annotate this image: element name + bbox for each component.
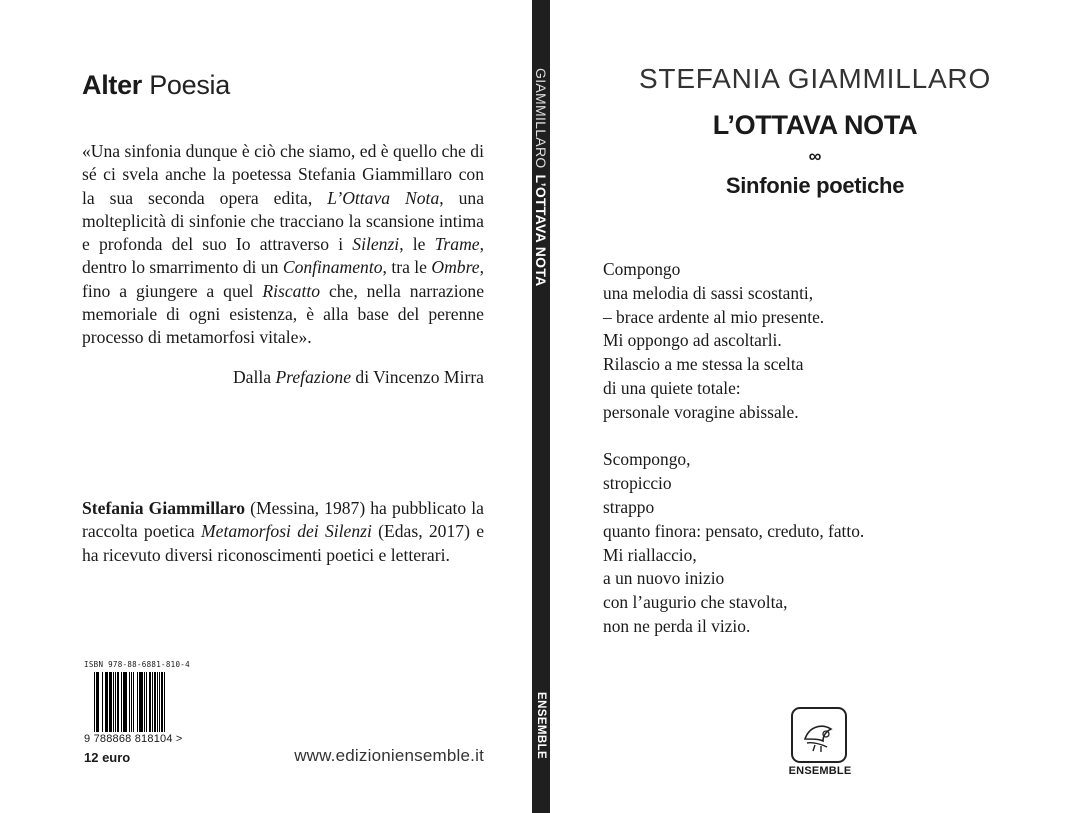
poem-line: Mi riallaccio, [603, 544, 697, 565]
poem-line: una melodia di sassi scostanti, [603, 282, 814, 303]
poem-line: stropiccio [603, 473, 672, 494]
back-cover [0, 0, 532, 813]
blurb-italic-segment: Trame [434, 234, 480, 255]
poem-line: di una quiete totale: [603, 377, 741, 398]
blurb-text-segment: , tra le [382, 257, 432, 278]
cover-author: STEFANIA GIAMMILLARO [638, 63, 992, 94]
barcode-bar [165, 672, 166, 732]
infinity-separator: ∞ [808, 146, 822, 166]
poem-line: quanto finora: pensato, creduto, fatto. [603, 520, 865, 541]
price: 12 euro [84, 750, 131, 765]
bio-author-name: Stefania Giammillaro [82, 498, 246, 518]
poem-line: strappo [603, 496, 655, 517]
poem [603, 258, 864, 663]
poem-line: a un nuovo inizio [603, 568, 725, 589]
ean-digits: 9 788868 818104 > [84, 733, 183, 745]
blurb-text-segment: , le [399, 234, 435, 255]
ensemble-logo-icon [791, 707, 847, 763]
blurb-attribution [233, 367, 484, 388]
barcode [84, 660, 194, 745]
publisher-website: www.edizioniensemble.it [294, 746, 484, 765]
ensemble-logo-graphic [793, 709, 845, 761]
blurb-italic-segment: Ombre [431, 257, 480, 278]
blurb-text-segment: , fino a giungere a quel [82, 257, 485, 301]
author-bio [82, 497, 484, 567]
publisher-logo-label: ENSEMBLE [788, 765, 852, 777]
blurb-italic-segment: Confinamento [282, 257, 383, 278]
poem-line: non ne perda il vizio. [603, 615, 751, 636]
blurb-text-segment: «Una sinfonia dunque è ciò che siamo, ed è quello che di sé ci svela anche la poetessa Stefania Giammillaro con la sua seconda opera edita, [82, 141, 484, 208]
poem-line: Mi oppongo ad ascoltarli. [603, 330, 782, 351]
attribution-italic: Prefazione [275, 367, 352, 387]
poem-line: – brace ardente al mio presente. [603, 306, 825, 327]
poem-line: personale voragine abissale. [603, 401, 799, 422]
blurb-text-segment: che, nella narrazione memoriale di ogni esistenza, è alla base del perenne processo di metamorfosi vitale». [82, 280, 484, 348]
series-name: Alter [82, 70, 143, 100]
blurb-text-segment: , dentro lo smarrimento di un [82, 234, 484, 278]
isbn-label: ISBN 978-88-6881-810-4 [84, 660, 190, 669]
poem-stanza [603, 258, 864, 425]
spine-title-block [533, 68, 549, 287]
cover-subtitle: Sinfonie poetiche [725, 173, 905, 198]
blurb-italic-segment: Silenzi [352, 234, 400, 255]
poem-line: Compongo [603, 259, 681, 279]
poem-stanza [603, 448, 864, 638]
spine-publisher: ENSEMBLE [535, 692, 547, 760]
blurb-quote [82, 140, 484, 350]
bio-text-1: (Messina, 1987) ha pubblicato la raccolta poetica [82, 498, 484, 542]
spine-author: GIAMMILLARO [533, 68, 549, 169]
cover-title: L’OTTAVA NOTA [712, 110, 918, 140]
attribution-prefix: Dalla [232, 367, 276, 387]
blurb-italic-segment: Riscatto [262, 280, 321, 301]
blurb-text [82, 140, 484, 350]
bio-text-2: (Edas, 2017) e ha ricevuto diversi riconoscimenti poetici e letterari. [82, 521, 485, 565]
bio-book-title: Metamorfosi dei Silenzi [201, 521, 372, 542]
attribution-suffix: di Vincenzo Mirra [351, 367, 484, 387]
poem-line: Rilascio a me stessa la scelta [603, 354, 804, 375]
spine-title: L’OTTAVA NOTA [533, 174, 549, 287]
blurb-italic-segment: L’Ottava Nota [327, 187, 440, 208]
blurb-text-segment: , una molteplicità di sinfonie che tracciano la scansione intima e profonda del suo Io attraverso i [82, 187, 484, 255]
barcode-bars [94, 672, 194, 732]
poem-line: Scompongo, [603, 449, 691, 470]
series-genre: Poesia [149, 70, 230, 100]
poem-line: con l’augurio che stavolta, [603, 592, 788, 613]
series-title [82, 70, 230, 101]
